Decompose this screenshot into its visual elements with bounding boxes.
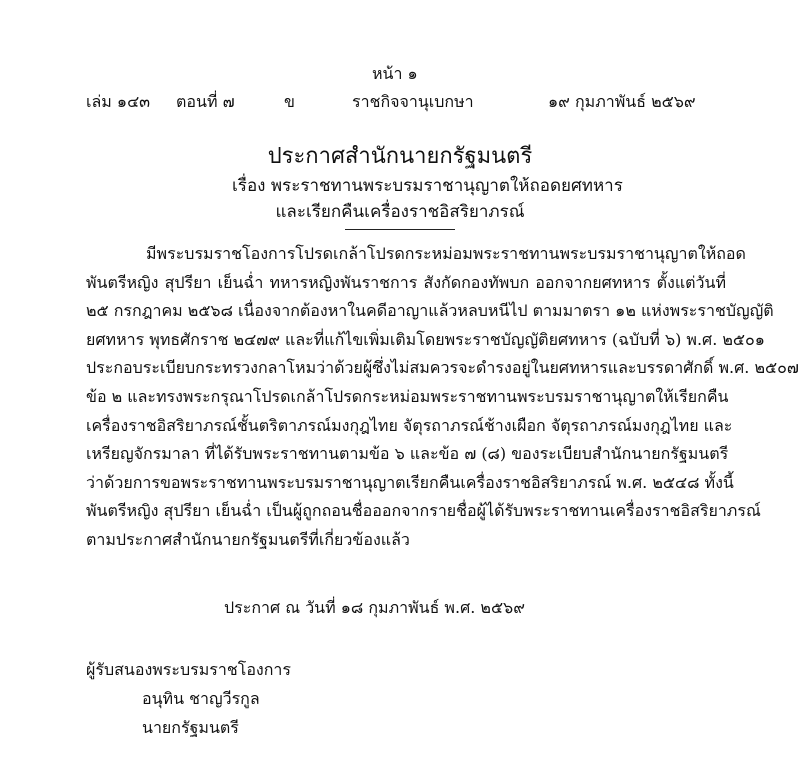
body-line: ประกอบระเบียบกระทรวงกลาโหมว่าด้วยผู้ซึ่งไม่สมควรจะดำรงอยู่ในยศทหารและบรรดาศักดิ์ พ.ศ. ๒๕๐๗ (86, 358, 799, 378)
title-divider (345, 229, 455, 230)
volume-number: เล่ม ๑๔๓ (86, 92, 151, 111)
section-category: ข (284, 92, 295, 111)
announcement-date: ประกาศ ณ วันที่ ๑๘ กุมภาพันธ์ พ.ศ. ๒๕๖๙ (224, 598, 525, 617)
countersign-label: ผู้รับสนองพระบรมราชโองการ (86, 660, 291, 679)
body-line: ข้อ ๒ และทรงพระกรุณาโปรดเกล้าโปรดกระหม่อมพระราชทานพระบรมราชานุญาตให้เรียกคืน (86, 386, 729, 406)
body-line: ยศทหาร พุทธศักราช ๒๔๗๙ และที่แก้ไขเพิ่มเติมโดยพระราชบัญญัติยศทหาร (ฉบับที่ ๖) พ.ศ. ๒๕๐๑ (86, 329, 765, 349)
signatory-position: นายกรัฐมนตรี (142, 718, 239, 737)
body-line: เครื่องราชอิสริยาภรณ์ชั้นตริตาภรณ์มงกุฎไทย จัตุรถาภรณ์ช้างเผือก จัตุรถาภรณ์มงกุฎไทย และ (86, 415, 733, 435)
body-line: พันตรีหญิง สุปรียา เย็นฉ่ำ ทหารหญิงพันราชการ สังกัดกองทัพบก ออกจากยศทหาร ตั้งแต่วันที่ (86, 272, 726, 292)
body-line: มีพระบรมราชโองการโปรดเกล้าโปรดกระหม่อมพระราชทานพระบรมราชานุญาตให้ถอด (146, 244, 746, 263)
body-line: ๒๕ กรกฎาคม ๒๕๖๘ เนื่องจากต้องหาในคดีอาญาแล้วหลบหนีไป ตามมาตรา ๑๒ แห่งพระราชบัญญัติ (86, 301, 774, 321)
body-line: พันตรีหญิง สุปรียา เย็นฉ่ำ เป็นผู้ถูกถอนชื่อออกจากรายชื่อผู้ได้รับพระราชทานเครื่องราชอิสริยาภรณ์ (86, 501, 761, 521)
signatory-name: อนุทิน ชาญวีรกูล (142, 689, 260, 708)
body-line: ว่าด้วยการขอพระราชทานพระบรมราชานุญาตเรียกคืนเครื่องราชอิสริยาภรณ์ พ.ศ. ๒๕๔๘ ทั้งนี้ (86, 472, 734, 492)
gazette-date: ๑๙ กุมภาพันธ์ ๒๕๖๙ (548, 92, 696, 111)
announcement-body (86, 240, 799, 555)
page-number: หน้า ๑ (372, 64, 418, 83)
gazette-name: ราชกิจจานุเบกษา (352, 92, 474, 111)
body-line: เหรียญจักรมาลา ที่ได้รับพระราชทานตามข้อ ๖ และข้อ ๗ (๘) ของระเบียบสำนักนายกรัฐมนตรี (86, 444, 729, 464)
section-number: ตอนที่ ๗ (176, 92, 235, 111)
subject-line-1: เรื่อง พระราชทานพระบรมราชานุญาตให้ถอดยศทหาร (232, 176, 623, 196)
announcement-title: ประกาศสำนักนายกรัฐมนตรี (267, 144, 533, 169)
body-line: ตามประกาศสำนักนายกรัฐมนตรีที่เกี่ยวข้องแล้ว (86, 529, 410, 549)
subject-line-2: และเรียกคืนเครื่องราชอิสริยาภรณ์ (275, 202, 525, 222)
